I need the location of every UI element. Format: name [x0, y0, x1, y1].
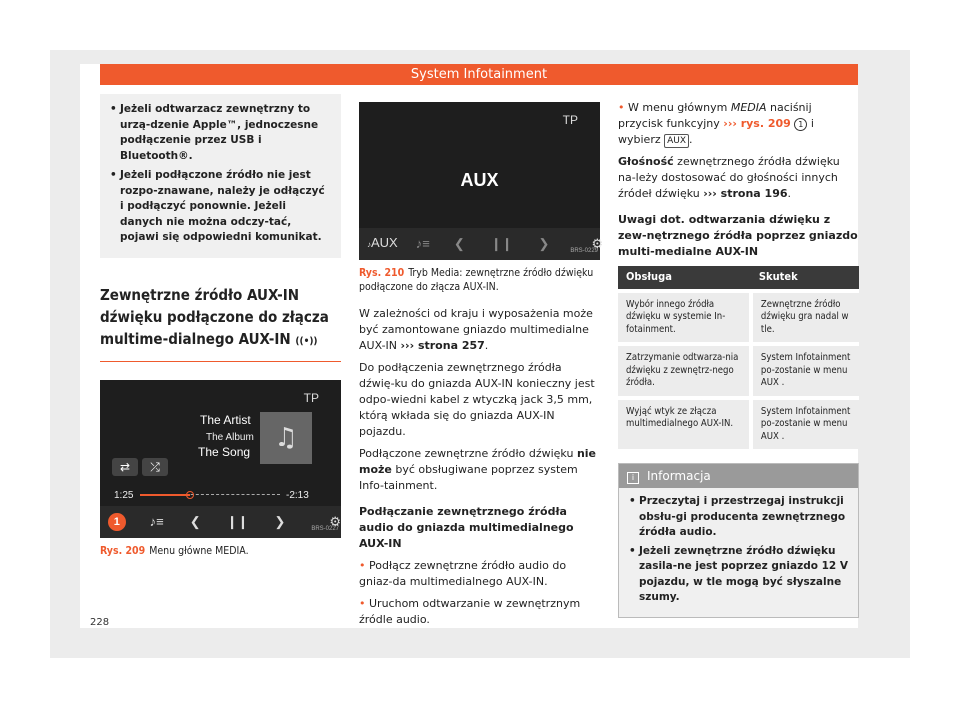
paragraph-1-end: .	[484, 339, 489, 352]
column-1	[100, 94, 341, 558]
figure-code: BRS-0227	[311, 525, 339, 532]
table-cell: Zewnętrzne źródło dźwięku gra nadal w tle.	[751, 291, 859, 345]
column-2	[359, 94, 604, 634]
volume-paragraph	[618, 154, 859, 202]
progress-fill	[140, 494, 190, 496]
repeat-button[interactable]: ⇄	[112, 458, 138, 476]
song-label: The Song	[198, 444, 251, 459]
time-remaining: -2:13	[286, 489, 309, 501]
table-cell: System Infotainment po-zostanie w menu AUX .	[751, 398, 859, 450]
table-header: Skutek	[751, 266, 859, 291]
progress-handle[interactable]	[186, 491, 194, 499]
info-title: Informacja	[647, 469, 711, 483]
bullet-dot: •	[359, 597, 369, 610]
pause-button[interactable]: ❙❙	[226, 513, 249, 529]
info-body	[619, 488, 858, 617]
table-row	[618, 291, 859, 345]
aux-source-title: AUX	[460, 170, 499, 190]
note-box	[100, 94, 341, 258]
callout-ref: 1	[794, 118, 807, 131]
progress-bar[interactable]	[140, 494, 280, 496]
paragraph-1-text: W zależności od kraju i wyposażenia może być zamontowane gniazdo multimedialne AUX-IN	[359, 307, 593, 352]
info-box	[618, 463, 859, 618]
table-cell: Wyjąć wtyk ze złącza multimedialnego AUX-IN.	[618, 398, 751, 450]
subheading: Podłączanie zewnętrznego źródła audio do gniazda multimedialnego AUX-IN	[359, 505, 574, 550]
next-button[interactable]: ❯	[274, 513, 286, 529]
playlist-button[interactable]: ♪≡	[415, 236, 430, 251]
info-header	[619, 464, 858, 488]
paragraph-3	[359, 446, 600, 494]
aux-button-label: AUX	[371, 235, 398, 250]
paragraph-1	[359, 306, 600, 354]
step-2-text: Uruchom odtwarzanie w zewnętrznym źródle audio.	[359, 597, 581, 626]
info-bullet-1: • Przeczytaj i przestrzegaj instrukcji obsłu-gi producenta zewnętrznego źródła audio.	[629, 494, 848, 541]
prev-button[interactable]: ❮	[453, 236, 465, 251]
figure-caption	[359, 266, 600, 294]
media-screen	[100, 380, 341, 538]
tp-label: TP	[303, 390, 319, 405]
table-row	[618, 398, 859, 450]
step-3-end: .	[689, 133, 693, 146]
table-header: Obsługa	[618, 266, 751, 291]
tp-label: TP	[562, 113, 578, 127]
aux-screen	[359, 102, 604, 260]
step-3	[618, 100, 859, 148]
bullet-dot: •	[618, 101, 628, 114]
info-bullet-2: • Jeżeli zewnętrzne źródło dźwięku zasila-ne jest poprzez gniazdo 12 V pojazdu, w tle mogą być słyszalne szumy.	[629, 544, 848, 606]
table-cell: Zatrzymanie odtwarza-nia dźwięku z zewnętrz-nego źródła.	[618, 344, 751, 398]
figure-caption	[100, 544, 341, 558]
note-bullet-2: • Jeżeli podłączone źródło nie jest rozpo-znawane, należy je odłączyć i podłączyć ponownie. Jeżeli danych nie można odczy-tać, pojawi się odpowiedni komunikat.	[110, 168, 331, 246]
control-bar	[100, 506, 341, 538]
figure-ref-link[interactable]: ››› rys. 209	[723, 117, 791, 130]
page-header: System Infotainment	[100, 64, 858, 85]
figure-caption-text: Menu główne MEDIA.	[149, 544, 249, 557]
aux-button[interactable]: ♪AUX	[367, 235, 398, 250]
section-title	[100, 284, 341, 362]
paragraph-2: Do podłączenia zewnętrznego źródła dźwię-ku do gniazda AUX-IN konieczny jest odpo-wiedni kabel z wtyczką jack 3,5 mm, którą wkłada się do gniazda AUX-IN pojazdu.	[359, 361, 595, 438]
settings-gear-icon[interactable]: ⚙	[329, 513, 341, 529]
playlist-button[interactable]: ♪≡	[149, 513, 164, 529]
paragraph-3-text: Podłączone zewnętrzne źródło dźwięku	[359, 447, 577, 460]
step-1-text: Podłącz zewnętrzne źródło audio do gniaz-da multimedialnego AUX-IN.	[359, 559, 567, 588]
info-icon: i	[627, 472, 639, 484]
figure-number: Rys. 209	[100, 544, 146, 557]
album-label: The Album	[206, 431, 254, 443]
prev-button[interactable]: ❮	[189, 513, 201, 529]
body-text	[359, 306, 600, 628]
section-title-text: Zewnętrzne źródło AUX-IN dźwięku podłączone do złącza multime-dialnego AUX-IN	[100, 285, 329, 348]
table-title: Uwagi dot. odtwarzania dźwięku z zew-nętrznego źródła poprzez gniazdo multi-medialne AUX-IN	[618, 213, 858, 258]
table-header-row	[618, 266, 859, 291]
time-elapsed: 1:25	[114, 489, 134, 501]
volume-text: zewnętrznego źródła dźwięku na-leży dostosować do głośności innych źródeł dźwięku	[618, 155, 840, 200]
step-2	[359, 596, 600, 628]
settings-gear-icon[interactable]: ⚙	[591, 236, 604, 251]
table-row	[618, 344, 859, 398]
next-button[interactable]: ❯	[538, 236, 550, 251]
pause-button[interactable]: ❙❙	[490, 236, 513, 251]
column-3	[618, 94, 859, 618]
volume-end: .	[787, 187, 791, 200]
notes-table	[618, 266, 859, 449]
aux-key: AUX	[664, 134, 689, 148]
note-bullet-1: • Jeżeli odtwarzacz zewnętrzny to urzą-dzenie Apple™, jednoczesne podłączenie przez USB i Bluetooth®.	[110, 102, 331, 164]
paragraph-3-bold: nie może	[359, 447, 596, 476]
figure-number: Rys. 210	[359, 267, 405, 279]
volume-bold: Głośność	[618, 155, 674, 168]
page-ref-link[interactable]: ››› strona 196	[703, 187, 788, 200]
bullet-dot: •	[359, 559, 369, 572]
artist-label: The Artist	[200, 412, 251, 427]
table-cell: System Infotainment po-zostanie w menu AUX .	[751, 344, 859, 398]
table-cell: Wybór innego źródła dźwięku w systemie In-fotainment.	[618, 291, 751, 345]
menu-name: MEDIA	[730, 101, 767, 114]
step-1	[359, 558, 600, 590]
album-art: ♫	[260, 412, 312, 464]
page-number: 228	[90, 617, 110, 628]
shuffle-button[interactable]: ⤮	[142, 458, 168, 476]
step-3-text-b: naciśnij przycisk funkcyjny	[618, 101, 812, 130]
figure-code: BRS-0229	[570, 248, 598, 254]
audio-wave-icon: ((•))	[295, 335, 318, 347]
step-3-text-c: i wybierz	[618, 117, 814, 146]
page-ref-link[interactable]: ››› strona 257	[400, 339, 485, 352]
paragraph-3-end: być obsługiwane poprzez system Info-tainment.	[359, 463, 578, 492]
step-3-text: W menu głównym	[628, 101, 731, 114]
callout-1: 1	[108, 513, 126, 531]
figure-caption-text: Tryb Media: zewnętrzne źródło dźwięku podłączone do złącza AUX-IN.	[359, 267, 594, 293]
control-bar	[359, 228, 604, 260]
